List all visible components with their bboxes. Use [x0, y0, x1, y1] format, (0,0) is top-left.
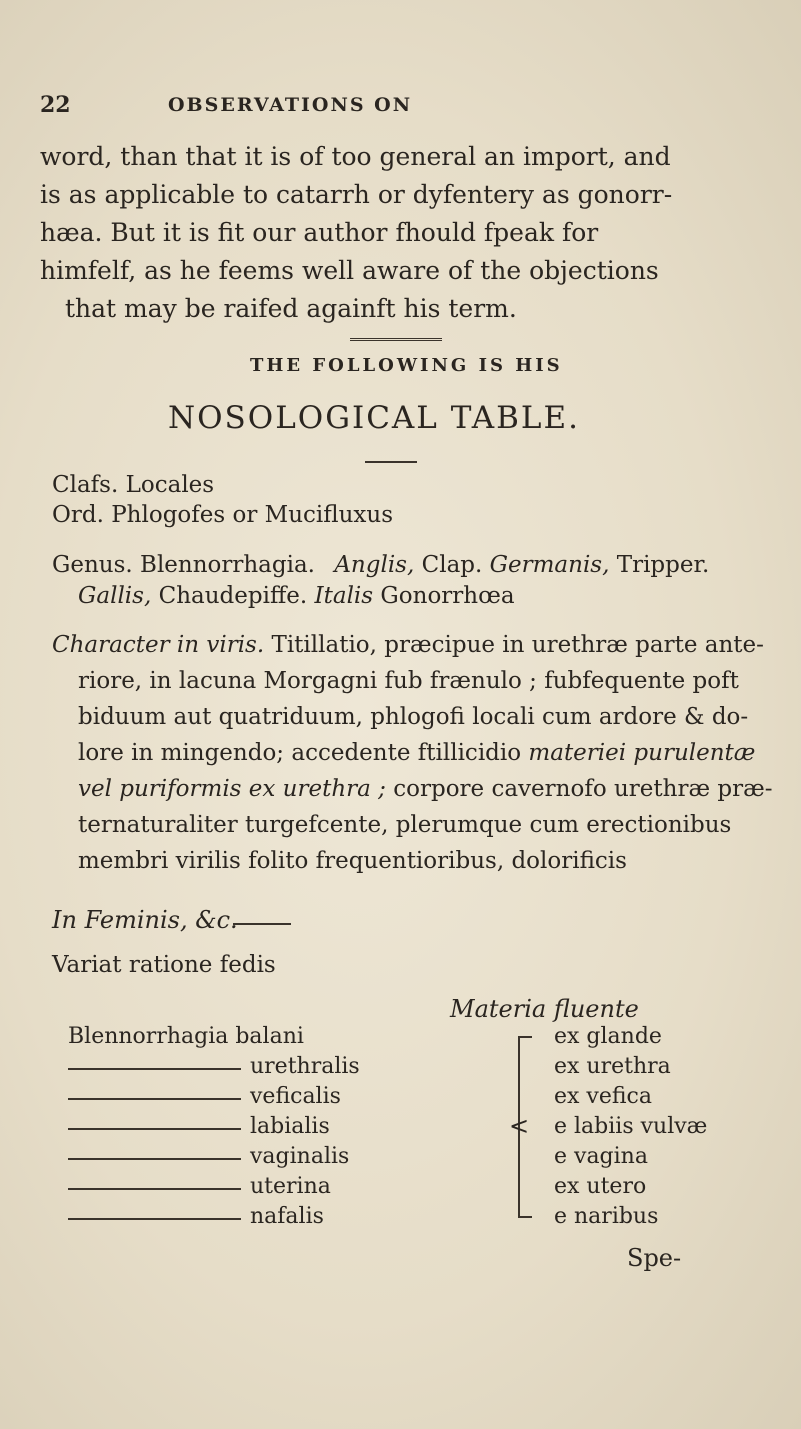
genus-line-2: [78, 583, 515, 609]
genus-lang: Germanis,: [489, 552, 610, 578]
variety-dash: [68, 1218, 241, 1220]
materia-heading: Materia fluente: [450, 995, 639, 1023]
variety-item: urethralis: [250, 1054, 360, 1079]
character-text: corpore cavernofo urethræ præ-: [393, 776, 773, 802]
character-line: [78, 776, 773, 802]
genus-term: Clap.: [421, 552, 483, 578]
matter-item: ex vefica: [554, 1084, 652, 1109]
matter-item: e vagina: [554, 1144, 648, 1169]
genus-lang: Italis: [314, 583, 374, 609]
matter-item: ex glande: [554, 1024, 662, 1049]
genus-term: Tripper.: [616, 552, 710, 578]
variety-item: labialis: [250, 1114, 330, 1139]
genus-line: [52, 552, 709, 578]
character-line: [52, 632, 764, 658]
genus-term: Chaudepiffe.: [158, 583, 308, 609]
ord-line: Ord. Phlogofes or Mucifluxus: [52, 502, 393, 528]
variat-line: Variat ratione fedis: [52, 952, 276, 978]
character-label: Character in viris.: [52, 632, 265, 658]
character-line: biduum aut quatriduum, phlogofi locali cum ardore & do-: [78, 704, 749, 730]
clafs-line: Clafs. Locales: [52, 472, 215, 498]
matter-item: ex urethra: [554, 1054, 671, 1079]
intro-line: hæa. But it is fit our author fhould fpeak for: [40, 218, 599, 247]
variety-item: veficalis: [250, 1084, 341, 1109]
genus-term: Gonorrhœa: [380, 583, 515, 609]
intro-line: himfelf, as he feems well aware of the objections: [40, 256, 659, 285]
variety-head: Blennorrhagia balani: [68, 1024, 304, 1049]
genus-lang: Anglis,: [334, 552, 415, 578]
variety-item: nafalis: [250, 1204, 324, 1229]
variety-item: vaginalis: [250, 1144, 350, 1169]
catchword: Spe-: [627, 1244, 682, 1272]
variety-dash: [68, 1068, 241, 1070]
running-title: OBSERVATIONS ON: [168, 94, 413, 116]
heading-rule: [365, 461, 417, 463]
genus-lang: Gallis,: [78, 583, 152, 609]
character-italic: materiei purulentæ: [528, 740, 756, 766]
genus-name: Genus. Blennorrhagia.: [52, 552, 315, 578]
intro-line: is as applicable to catarrh or dyfentery as gonorr-: [40, 180, 673, 209]
page-number: 22: [40, 92, 71, 118]
bracket-point: <: [509, 1112, 530, 1140]
variety-dash: [68, 1158, 241, 1160]
variety-item: uterina: [250, 1174, 331, 1199]
matter-item: e labiis vulvæ: [554, 1114, 708, 1139]
intro-line: word, than that it is of too general an import, and: [40, 142, 671, 171]
matter-item: e naribus: [554, 1204, 659, 1229]
character-line: riore, in lacuna Morgagni fub frænulo ; fubfequente poft: [78, 668, 739, 694]
feminis-dash: [233, 923, 291, 925]
variety-dash: [68, 1128, 241, 1130]
section-rule: [350, 338, 442, 341]
character-text: Titillatio, præcipue in urethræ parte ante-: [271, 632, 764, 658]
variety-dash: [68, 1098, 241, 1100]
character-line: membri virilis folito frequentioribus, dolorificis: [78, 848, 627, 874]
character-italic: vel puriformis ex urethra ;: [78, 776, 386, 802]
section-subheading: THE FOLLOWING IS HIS: [250, 355, 563, 376]
variety-dash: [68, 1188, 241, 1190]
intro-line: that may be raifed againft his term.: [65, 294, 517, 323]
section-heading: NOSOLOGICAL TABLE.: [168, 400, 580, 436]
feminis-line: In Feminis, &c.: [52, 906, 238, 934]
character-text: lore in mingendo; accedente ftillicidio: [78, 740, 522, 766]
character-line: [78, 740, 755, 766]
character-line: ternaturaliter turgefcente, plerumque cum erectionibus: [78, 812, 732, 838]
matter-item: ex utero: [554, 1174, 647, 1199]
